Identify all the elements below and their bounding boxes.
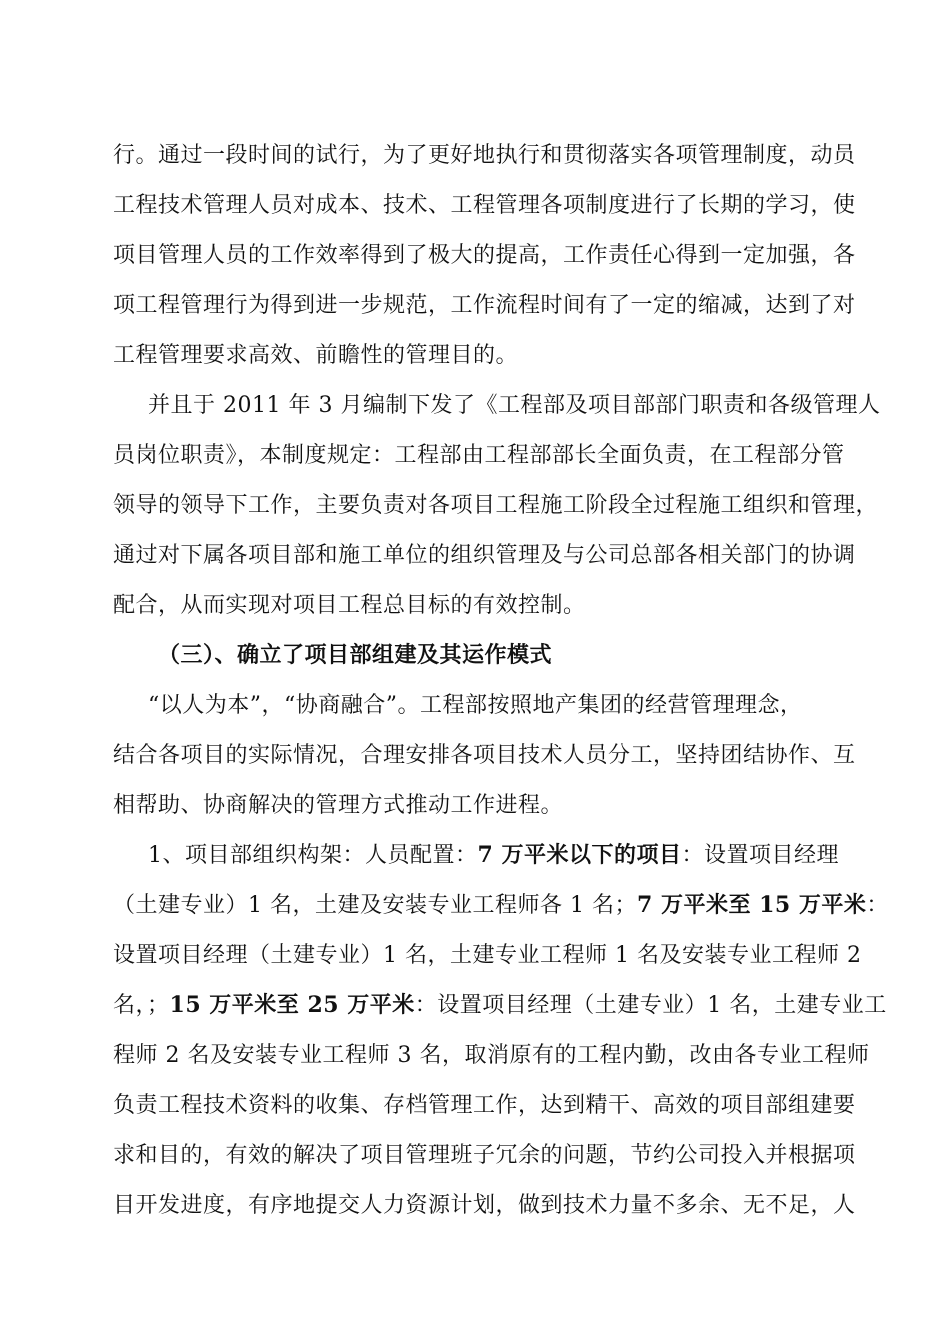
paragraph-line: 求和目的，有效的解决了项目管理班子冗余的问题，节约公司投入并根据项	[113, 1143, 856, 1168]
text-run: 1、项目部组织构架：人员配置：	[148, 843, 478, 868]
text-run: ：	[866, 893, 889, 918]
paragraph-line: 目开发进度，有序地提交人力资源计划，做到技术力量不多余、无不足，人	[113, 1193, 856, 1218]
bold-text-run: 7 万平米至 15 万平米	[636, 892, 867, 918]
text-run: （土建专业）1 名，土建及安装专业工程师各 1 名；	[113, 893, 637, 918]
bold-text-run: 7 万平米以下的项目	[477, 842, 682, 868]
paragraph-line: 并且于 2011 年 3 月编制下发了《工程部及项目部部门职责和各级管理人	[148, 393, 881, 418]
paragraph-line: 通过对下属各项目部和施工单位的组织管理及与公司总部各相关部门的协调	[113, 543, 856, 568]
section-heading: （三）、确立了项目部组建及其运作模式	[158, 643, 553, 668]
paragraph-line: 领导的领导下工作，主要负责对各项目工程施工阶段全过程施工组织和管理，	[113, 493, 879, 518]
paragraph-line	[113, 988, 887, 1019]
paragraph-line: 行。通过一段时间的试行，为了更好地执行和贯彻落实各项管理制度，动员	[113, 143, 856, 168]
paragraph-line: 配合，从而实现对项目工程总目标的有效控制。	[113, 593, 586, 618]
paragraph-line: 程师 2 名及安装专业工程师 3 名，取消原有的工程内勤，改由各专业工程师	[113, 1043, 870, 1068]
paragraph-line: 设置项目经理（土建专业）1 名，土建专业工程师 1 名及安装专业工程师 2	[113, 943, 862, 968]
text-run: ：设置项目经理（土建专业）1 名，土建专业工	[414, 993, 887, 1018]
paragraph-line: 结合各项目的实际情况，合理安排各项目技术人员分工，坚持团结协作、互	[113, 743, 856, 768]
paragraph-line	[113, 888, 889, 919]
paragraph-line: 相帮助、协商解决的管理方式推动工作进程。	[113, 793, 564, 818]
paragraph-line	[148, 838, 839, 869]
paragraph-line: 工程技术管理人员对成本、技术、工程管理各项制度进行了长期的学习，使	[113, 193, 856, 218]
paragraph-line: 负责工程技术资料的收集、存档管理工作，达到精干、高效的项目部组建要	[113, 1093, 856, 1118]
paragraph-line: 工程管理要求高效、前瞻性的管理目的。	[113, 343, 519, 368]
paragraph-line: “以人为本”，“协商融合”。工程部按照地产集团的经营管理理念，	[148, 693, 803, 718]
paragraph-line: 项工程管理行为得到进一步规范，工作流程时间有了一定的缩减，达到了对	[113, 293, 856, 318]
paragraph-line: 项目管理人员的工作效率得到了极大的提高，工作责任心得到一定加强，各	[113, 243, 856, 268]
paragraph-line: 员岗位职责》，本制度规定：工程部由工程部部长全面负责，在工程部分管	[113, 443, 845, 468]
text-run: 名，；	[113, 993, 170, 1018]
bold-text-run: 15 万平米至 25 万平米	[169, 992, 415, 1018]
text-run: ：设置项目经理	[681, 843, 839, 868]
